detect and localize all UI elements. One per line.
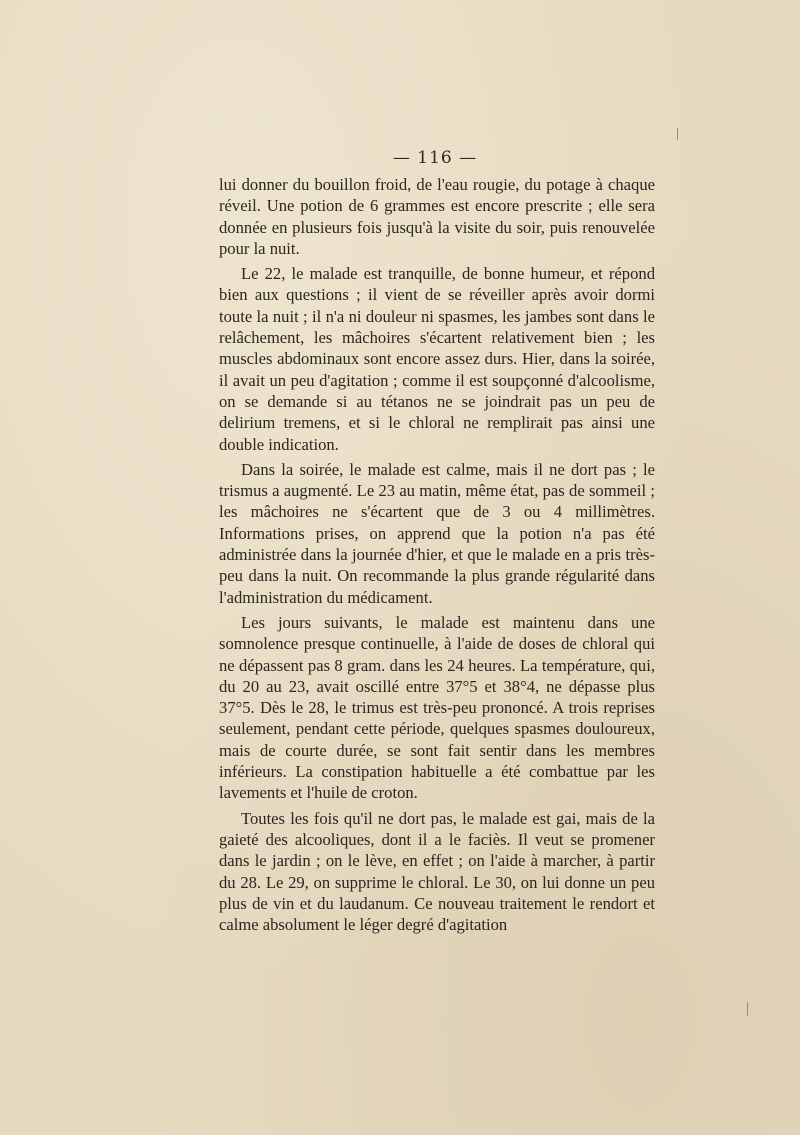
paragraph-1: lui donner du bouillon froid, de l'eau rougie, du potage à chaque réveil. Une potion de 6 grammes est encore prescrite ; elle sera donnée en plusieurs fois jusqu'à la visite du soir, puis renouvelée pour la nuit. (219, 175, 655, 258)
paragraph-3: Dans la soirée, le malade est calme, mais il ne dort pas ; le trismus a augmenté. Le 23 au matin, même état, pas de sommeil ; les mâchoires ne s'écartent que de 3 ou 4 millimètres. Informations prises, on apprend que la potion n'a pas été administrée dans la journée d'hier, et que le malade en a pris très-peu dans la nuit. On recommande la plus grande régularité dans l'administration du médicament. (219, 459, 655, 607)
paragraph-2: Le 22, le malade est tranquille, de bonne humeur, et répond bien aux questions ; il vient de se réveiller après avoir dormi toute la nuit ; il n'a ni douleur ni spasmes, les jambes sont dans le relâchement, les mâchoires s'écartent relativement bien ; les muscles abdominaux sont encore assez durs. Hier, dans la soirée, il avait un peu d'agitation ; comme il est soupçonné d'alcoolisme, on se demande si au tétanos ne se joindrait pas un peu de delirium tremens, et si le chloral ne remplirait pas ainsi une double indication. (219, 264, 655, 454)
page-number: — 116 — (392, 148, 478, 168)
paragraph-4: Les jours suivants, le malade est maintenu dans une somnolence presque continuelle, à l'aide de doses de chloral qui ne dépassent pas 8 gram. dans les 24 heures. La température, qui, du 20 au 23, avait oscillé entre 37°5 et 38°4, ne dépasse plus 37°5. Dès le 28, le trimus est très-peu prononcé. A trois reprises seulement, pendant cette période, quelques spasmes douloureux, mais de courte durée, se sont fait sentir dans les membres inférieurs. La constipation habituelle a été combattue par les lavements et l'huile de croton. (219, 612, 655, 803)
paragraph-5: Toutes les fois qu'il ne dort pas, le malade est gai, mais de la gaieté des alcooliques, dont il a le faciès. Il veut se promener dans le jardin ; on le lève, en effet ; on l'aide à marcher, à partir du 28. Le 29, on supprime le chloral. Le 30, on lui donne un peu plus de vin et du laudanum. Ce nouveau traitement le rendort et calme absolument le léger degré d'agitation (219, 808, 655, 935)
paper-speck (747, 1002, 748, 1016)
paper-speck (677, 128, 678, 140)
text-body (219, 174, 655, 935)
